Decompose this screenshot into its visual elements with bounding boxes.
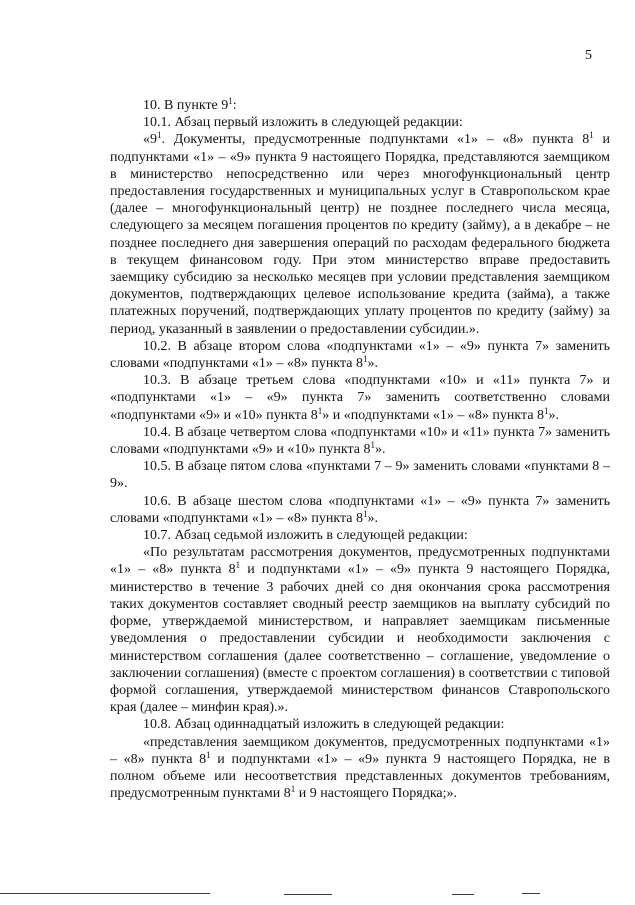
item-10-5: 10.5. В абзаце пятом слова «пунктами 7 – 9» заменить словами «пунктами 8 – 9». <box>110 459 610 492</box>
item-10-8: 10.8. Абзац одиннадцатый изложить в следующей редакции: <box>143 717 505 733</box>
quoted-paragraph-7: «По результатам рассмотрения документов, предусмотренных подпунктами «1» – «8» пункта $8^1$ и подпунктами «1» – «9» пункта 9 настоящего Порядка, министерство в течение 3 рабочих дней со дня окончания срока рассмотрения таких документов составляет сводный реестр заемщиков на выплату субсидий по форме, утверждаемой министерством, и направляет заемщикам письменные уведомления о предоставлении субсидии и необходимости заключения с министерством соглашения (далее соответственно – соглашение, уведомление о заключении соглашения) (вместе с проектом соглашения) в соответствии с типовой формой соглашения, утверждаемой министерством финансов Ставропольского края (далее – минфин края).». <box>110 545 611 716</box>
quoted-paragraph-11: «представления заемщиком документов, предусмотренных подпунктами «1» – «8» пункта $8^1$ и подпунктами «1» – «9» пункта 9 настоящего Порядка, не в полном объеме или несоответствия представленных документов требованиям, предусмотренным пунктами $8^1$ и 9 настоящего Порядка;». <box>110 734 610 802</box>
item-10-4: 10.4. В абзаце четвертом слова «подпунктами «10» и «11» пункта 7» заменить словами «подпунктами «9» и «10» пункта $8^1$». <box>110 424 610 458</box>
item-10-2: 10.2. В абзаце втором слова «подпунктами «1» – «9» пункта 7» заменить словами «подпунктами «1» – «8» пункта $8^1$». <box>110 338 610 372</box>
scan-line-middle <box>284 894 332 895</box>
scan-line-right <box>452 894 474 895</box>
quoted-paragraph-9-1: «$9^1$. Документы, предусмотренные подпунктами «1» – «8» пункта $8^1$ и подпунктами «1» – «9» пункта 9 настоящего Порядка, представляются заемщиком в министерство непосредственно или через многофункциональный центр предоставления государственных и муниципальных услуг в Ставропольском крае (далее – многофункциональный центр) не позднее последнего числа месяца, следующего за месяцем погашения процентов по кредиту (займу), а в декабре – не позднее последнего дня завершения операций по расходам федерального бюджета в текущем финансовом году. При этом министерство вправе предоставить заемщику субсидию за несколько месяцев при условии представления заемщиком документов, подтверждающих целевое использование кредита (займа), а также платежных поручений, подтверждающих уплату процентов по кредиту (займу) за период, указанный в заявлении о предоставлении субсидии.». <box>110 130 610 337</box>
item-10-7: 10.7. Абзац седьмой изложить в следующей редакции: <box>143 528 468 544</box>
page-number: 5 <box>585 48 592 63</box>
item-10-3: 10.3. В абзаце третьем слова «подпунктами «10» и «11» пункта 7» и «подпунктами «1» – «9» пункта 7» заменить соответственно словами «подпунктами «9» и «10» пункта $8^1$» и «подпунктами «1» – «8» пункта $8^1$». <box>110 373 610 423</box>
item-10: 10. В пункте $9^1$: <box>143 96 237 113</box>
scan-line-left <box>0 893 210 894</box>
item-10-1: 10.1. Абзац первый изложить в следующей редакции: <box>143 115 463 131</box>
scan-line-far-right <box>522 893 540 894</box>
item-10-6: 10.6. В абзаце шестом слова «подпунктами «1» – «9» пункта 7» заменить словами «подпунктами «1» – «8» пункта $8^1$». <box>110 493 610 526</box>
body-text <box>110 97 610 802</box>
